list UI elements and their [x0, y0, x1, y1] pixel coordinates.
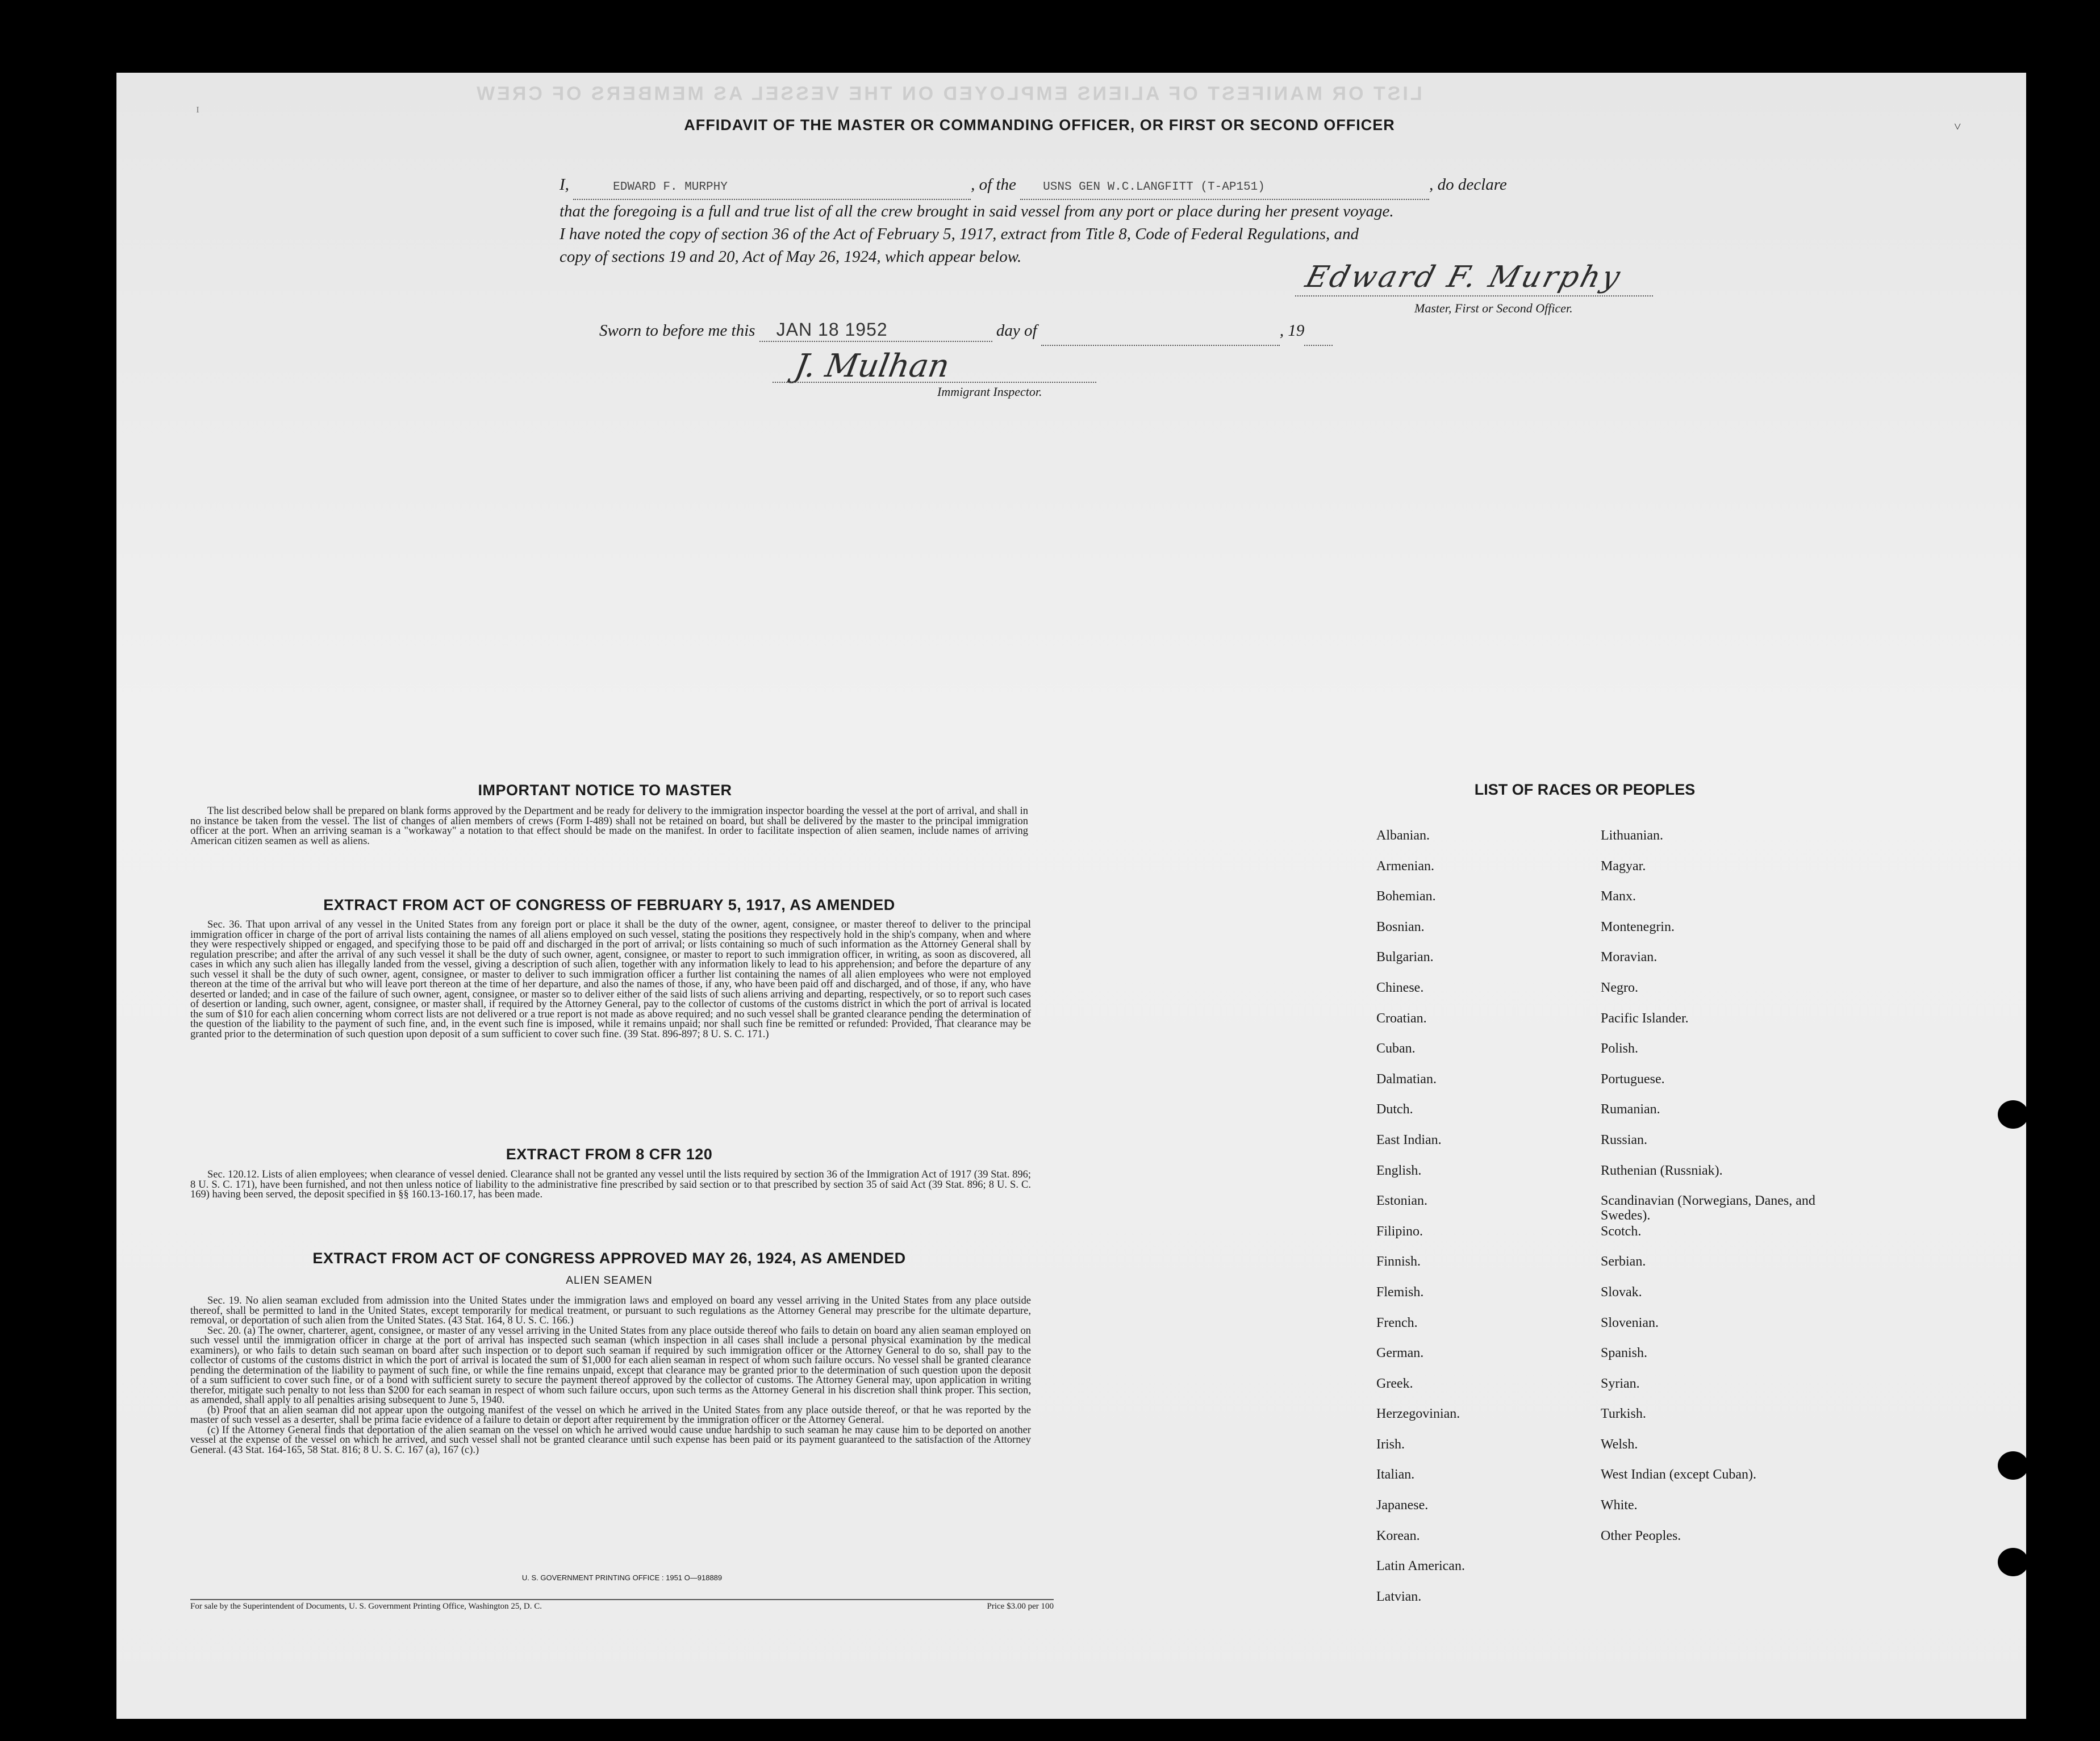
master-caption: Master, First or Second Officer.	[1414, 301, 1573, 315]
footer-rule	[190, 1599, 1054, 1600]
extract-1917-title: EXTRACT FROM ACT OF CONGRESS OF FEBRUARY 5, 1917, AS AMENDED	[323, 896, 895, 913]
affidavit-line-3: I have noted the copy of section 36 of the Act of February 5, 1917, extract from Title 8, Code of Federal Regulations, and	[560, 225, 1359, 243]
races-left-column	[1376, 828, 1581, 1619]
year-field	[1304, 322, 1333, 346]
vessel-name-field: USNS GEN W.C.LANGFITT (T-AP151)	[1020, 176, 1429, 200]
race-item: Scotch.	[1601, 1224, 1642, 1239]
punch-hole	[2029, 153, 2060, 182]
race-item: Armenian.	[1376, 858, 1434, 874]
race-item: Pacific Islander.	[1601, 1011, 1689, 1026]
race-item: Croatian.	[1376, 1011, 1427, 1026]
alien-seamen-subtitle: ALIEN SEAMEN	[566, 1275, 653, 1287]
master-signature-line	[1295, 295, 1653, 297]
affidavit-line-1: I, EDWARD F. MURPHY , of the USNS GEN W.C.LANGFITT (T-AP151) , do declare	[560, 173, 1650, 200]
affidavit-body	[560, 173, 1650, 268]
race-item: Turkish.	[1601, 1406, 1646, 1422]
race-item: Rumanian.	[1601, 1102, 1660, 1117]
inspector-caption: Immigrant Inspector.	[937, 385, 1042, 399]
races-title: LIST OF RACES OR PEOPLES	[1474, 781, 1696, 798]
race-item: Flemish.	[1376, 1284, 1424, 1300]
footer	[190, 1602, 1054, 1611]
extract-1924-text: Sec. 19. No alien seaman excluded from admission into the United States under the immigration laws and employed on board any vessel arriving in the United States from any place outside thereof, shall be permitted to land in the United States, except temporarily for medical treatment, or pursuant to such regulations as the Attorney General may prescribe for the ultimate departure, removal, or deportation of such alien from the United States. (43 Stat. 164, 8 U. S. C. 166.) Sec. 20. (a) The owner, charterer, agent, consignee, or master of any vessel arriving in the United States from any place outside thereof who fails to detain on board any alien seaman employed on such vessel until the immigration officer in charge at the port of arrival has inspected such seaman (which inspection in all cases shall include a personal physical examination by the medical examiners), or who fails to detain such seaman on board after such inspection or to deport such seaman if required by such immigration officer or the Attorney General to do so, shall pay to the collector of customs of the customs district in which the port of arrival is located the sum of $1,000 for each alien seaman in respect of whom such failure occurs. No vessel shall be granted clearance pending the determination of the liability to payment of such fine, or while the fine remains unpaid, except that clearance may be granted prior to the determination of such question upon the deposit of a sum sufficient to cover such fine, or of a bond with sufficient surety to secure the payment thereof approved by the collector of customs. The Attorney General may, upon application in writing therefor, mitigate such penalty to not less than $200 for each seaman in respect of whom such failure occurs, upon such terms as the Attorney General in his discretion shall think proper. This section, as amended, shall apply to all penalties arising subsequent to June 5, 1940. (b) Proof that an alien seaman did not appear upon the outgoing manifest of the vessel on which he arrived in the United States from any place outside thereof, or that he was reported by the master of such vessel as a deserter, shall be prima facie evidence of a failure to detain or deport after requirement by the immigration officer or the Attorney General. (c) If the Attorney General finds that deportation of the alien seaman on the vessel on which he arrived would cause undue hardship to such seaman he may cause him to be deported on another vessel at the expense of the vessel on which he arrived, and such vessel shall not be granted clearance until such expense has been paid or its payment guaranteed to the satisfaction of the Attorney General. (43 Stat. 164-165, 58 Stat. 816; 8 U. S. C. 167 (a), 167 (c).)	[190, 1295, 1031, 1456]
bleed-through-header: LIST OR MANIFEST OF ALIENS EMPLOYED ON THE VESSEL AS MEMBERS OF CREW	[474, 83, 1422, 105]
race-item: Bosnian.	[1376, 919, 1425, 934]
master-signature: Edward F. Murphy	[1301, 260, 1626, 294]
race-item: Estonian.	[1376, 1193, 1427, 1209]
race-item: French.	[1376, 1315, 1418, 1330]
race-item: Japanese.	[1376, 1498, 1429, 1513]
race-item: Greek.	[1376, 1376, 1413, 1391]
race-item: Latin American.	[1376, 1559, 1465, 1574]
extract-1917-text: Sec. 36. That upon arrival of any vessel in the United States from any foreign port or place it shall be the duty of the owner, agent, consignee, or master thereof to deliver to the principal immigration officer in charge of the port of arrival lists containing the names of all aliens employed on such vessel, stating the positions they respectively hold in the ship's company, when and where they were respectively shipped or engaged, and specifying those to be paid off and discharged in the port of arrival; or lists containing so much of such information as the Attorney General shall by regulation prescribe; and after the arrival of any such vessel it shall be the duty of such owner, agent, consignee, or master to report to such immigration officer, in writing, as soon as discovered, all cases in which any such alien has illegally landed from the vessel, giving a description of such alien, together with any information likely to lead to his apprehension; and before the departure of any such vessel it shall be the duty of such owner, agent, consignee, or master to deliver to such immigration officer a further list containing the names of all alien employees who were not employed thereon at the time of the arrival but who will leave port thereon at the time of her departure, and also the names of those, if any, who have been paid off and discharged, and of those, if any, who have deserted or landed; and in case of the failure of such owner, agent, consignee, or master so to deliver either of the said lists of such aliens arriving and departing, respectively, or so to report such cases of desertion or landing, such owner, agent, consignee, or master shall, if required by the Attorney General, pay to the collector of customs of the customs district in which the port of arrival is located the sum of $10 for each alien concerning whom correct lists are not delivered or a true report is not made as above required; and no such vessel shall be granted clearance pending the determination of the question of the liability to the payment of such fine, and, in the event such fine is imposed, while it remains unpaid; nor shall such fine be remitted or refunded: Provided, That clearance may be granted prior to the determination of such question upon deposit of a sum sufficient to cover such fine. (39 Stat. 896-897; 8 U. S. C. 171.)	[190, 919, 1031, 1040]
race-item: Manx.	[1601, 889, 1636, 904]
punch-hole	[1998, 1548, 2028, 1576]
race-item: Lithuanian.	[1601, 828, 1663, 843]
extract-cfr-text: Sec. 120.12. Lists of alien employees; when clearance of vessel denied. Clearance shall not be granted any vessel until the lists required by section 36 of the Immigration Act of 1917 (39 Stat. 896; 8 U. S. C. 171), have been furnished, and not then unless notice of liability to the administrative fine prescribed by said section or to that prescribed by section 35 of said Act (39 Stat. 896; 8 U. S. C. 169) having been served, the deposit specified in §§ 160.13-160.17, has been made.	[190, 1169, 1031, 1200]
extract-1924-title: EXTRACT FROM ACT OF CONGRESS APPROVED MAY 26, 1924, AS AMENDED	[312, 1250, 906, 1267]
punch-hole	[1998, 1100, 2028, 1129]
race-item: Slovak.	[1601, 1284, 1642, 1300]
race-item: Portuguese.	[1601, 1071, 1665, 1087]
affidavit-title: AFFIDAVIT OF THE MASTER OR COMMANDING OFFICER, OR FIRST OR SECOND OFFICER	[684, 116, 1395, 133]
race-item: Bohemian.	[1376, 889, 1436, 904]
race-item: Filipino.	[1376, 1224, 1423, 1239]
race-item: Chinese.	[1376, 980, 1424, 995]
sworn-line: Sworn to before me this JAN 18 1952 day of , 19	[599, 318, 1395, 346]
punch-hole	[2029, 506, 2060, 534]
race-item: Korean.	[1376, 1528, 1420, 1543]
inspector-signature-line	[773, 382, 1096, 383]
race-item: East Indian.	[1376, 1132, 1442, 1147]
race-item: Herzegovinian.	[1376, 1406, 1460, 1422]
race-item: Polish.	[1601, 1041, 1639, 1057]
stray-mark: ɪ	[196, 101, 200, 115]
race-item: Other Peoples.	[1601, 1528, 1681, 1543]
race-item: Russian.	[1601, 1132, 1648, 1147]
footer-sale-notice: For sale by the Superintendent of Documents, U. S. Government Printing Office, Washington 25, D. C.	[190, 1602, 542, 1611]
race-item: Dutch.	[1376, 1102, 1413, 1117]
race-item: White.	[1601, 1498, 1638, 1513]
race-item: Spanish.	[1601, 1346, 1648, 1361]
sworn-date-stamp: JAN 18 1952	[759, 318, 992, 342]
races-right-column	[1601, 828, 1839, 1559]
race-item: Latvian.	[1376, 1589, 1422, 1604]
race-item: Bulgarian.	[1376, 950, 1434, 965]
race-item: Albanian.	[1376, 828, 1430, 843]
race-item: Serbian.	[1601, 1254, 1646, 1270]
race-item: Finnish.	[1376, 1254, 1421, 1270]
notice-text: The list described below shall be prepared on blank forms approved by the Department and be ready for delivery to the immigration inspector boarding the vessel at the port of arrival, and shall in no instance be taken from the vessel. The list of changes of alien members of crews (Form I-489) shall not be retained on board, but shall be delivered by the master to the principal immigration officer at the port. When an arriving seaman is a "workaway" a notation to that effect should be made on the manifest. In order to facilitate inspection of alien seamen, include names of arriving American citizen seamen as well as aliens.	[190, 805, 1028, 847]
race-item: Scandinavian (Norwegians, Danes, and Swedes).	[1601, 1193, 1815, 1224]
master-name-field: EDWARD F. MURPHY	[573, 176, 971, 200]
affidavit-line-4: copy of sections 19 and 20, Act of May 26, 1924, which appear below.	[560, 248, 1022, 266]
gpo-imprint: U. S. GOVERNMENT PRINTING OFFICE : 1951 O—918889	[521, 1573, 723, 1582]
footer-price: Price $3.00 per 100	[987, 1602, 1054, 1611]
race-item: Negro.	[1601, 980, 1638, 995]
race-item: Magyar.	[1601, 858, 1646, 874]
race-item: Cuban.	[1376, 1041, 1416, 1057]
affidavit-line-2: that the foregoing is a full and true list of all the crew brought in said vessel from any port or place during her present voyage.	[560, 202, 1394, 220]
race-item: English.	[1376, 1163, 1422, 1178]
race-item: Irish.	[1376, 1437, 1405, 1452]
race-item: Italian.	[1376, 1467, 1415, 1483]
race-item: Slovenian.	[1601, 1315, 1659, 1330]
race-item: West Indian (except Cuban).	[1601, 1467, 1756, 1483]
notice-title: IMPORTANT NOTICE TO MASTER	[478, 782, 732, 799]
punch-hole	[1998, 1451, 2028, 1480]
race-item: Dalmatian.	[1376, 1071, 1437, 1087]
month-field	[1041, 322, 1280, 346]
race-item: German.	[1376, 1346, 1424, 1361]
race-item: Welsh.	[1601, 1437, 1638, 1452]
race-item: Moravian.	[1601, 950, 1658, 965]
extract-cfr-title: EXTRACT FROM 8 CFR 120	[506, 1146, 713, 1163]
race-item: Syrian.	[1601, 1376, 1640, 1391]
race-item: Ruthenian (Russniak).	[1601, 1163, 1723, 1178]
punch-hole	[2029, 599, 2060, 628]
race-item: Montenegrin.	[1601, 919, 1675, 934]
punch-hole	[2029, 239, 2060, 267]
stray-mark: ˅	[1954, 119, 1961, 133]
inspector-signature: J. Mulhan	[792, 348, 953, 385]
